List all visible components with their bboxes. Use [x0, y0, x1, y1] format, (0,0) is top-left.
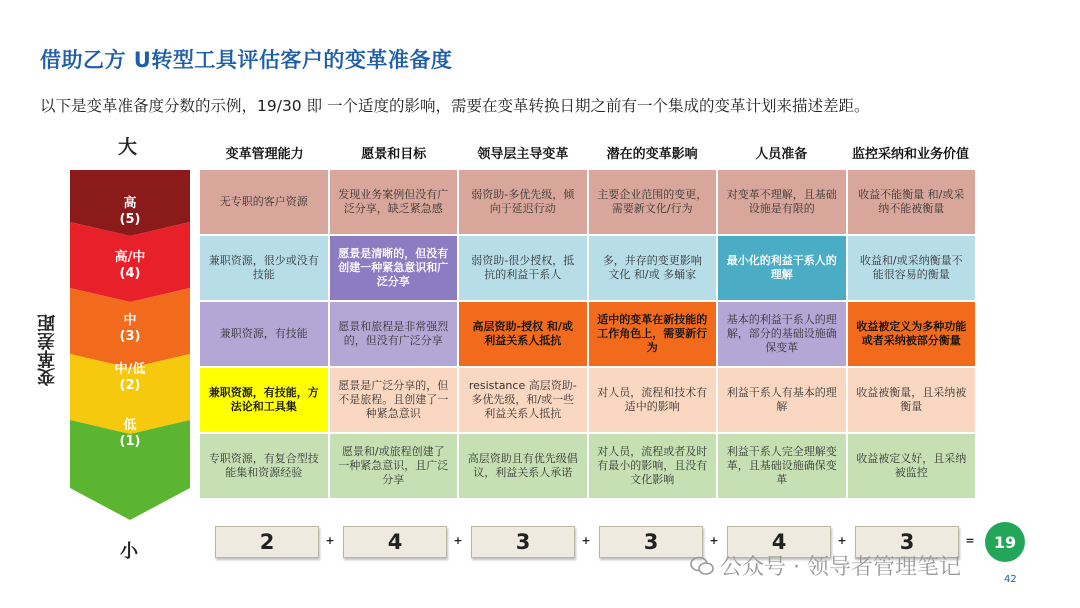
matrix-cell: 收益被定义好，且采纳被监控	[848, 434, 976, 498]
level-label	[70, 418, 190, 450]
score-box: 3	[855, 526, 959, 558]
level-score: (5)	[119, 212, 141, 227]
plus-sign: +	[453, 534, 463, 547]
matrix-cell: 对人员，流程和技术有适中的影响	[589, 368, 717, 432]
column-header: 领导层主导变革	[477, 147, 569, 162]
matrix-row	[200, 302, 975, 366]
matrix-cell: 对人员，流程或者及时有最小的影响，且没有文化影响	[589, 434, 717, 498]
matrix-cell: 利益干系人完全理解变革，且基础设施确保变革	[718, 434, 846, 498]
matrix-cell: 愿景是广泛分享的，但不是旅程。且创建了一种紧急意识	[330, 368, 458, 432]
matrix-cell: 最小化的利益干系人的理解	[718, 236, 846, 300]
column-header: 愿景和目标	[361, 147, 427, 162]
matrix-cell: 适中的变革在新技能的工作角色上，需要新行为	[589, 302, 717, 366]
matrix-cell: 愿景和旅程是非常强烈的，但没有广泛分享	[330, 302, 458, 366]
plus-sign: +	[709, 534, 719, 547]
axis-top-label: 大	[118, 136, 138, 158]
level-name: 低	[123, 418, 137, 433]
level-name: 中	[123, 313, 137, 328]
matrix-cell: 专职资源，有复合型技能集和资源经验	[200, 434, 328, 498]
level-label	[70, 196, 190, 228]
column-header: 监控采纳和业务价值	[851, 147, 969, 162]
level-score: (3)	[119, 329, 141, 344]
page-subtitle: 以下是变革准备度分数的示例，19/30 即 一个适度的影响，需要在变革转换日期之前有一个集成的变革计划来描述差距。	[40, 97, 870, 115]
readiness-matrix	[200, 170, 975, 500]
column-header: 人员准备	[755, 147, 808, 162]
plus-sign: +	[325, 534, 335, 547]
axis-bottom-label: 小	[120, 541, 138, 562]
level-score: (4)	[119, 266, 141, 281]
total-score-badge: 19	[985, 522, 1025, 562]
matrix-cell: 愿景是清晰的，但没有创建一种紧急意识和广泛分享	[330, 236, 458, 300]
level-name: 高	[123, 196, 137, 211]
level-label	[70, 250, 190, 282]
level-score: (1)	[119, 434, 141, 449]
matrix-row	[200, 368, 975, 432]
matrix-cell: resistance 高层资助-多优先级，和/或一些利益关系人抵抗	[459, 368, 587, 432]
column-header: 潜在的变革影响	[606, 147, 698, 162]
matrix-cell: 多，并存的变更影响 文化 和/或 多蛹家	[589, 236, 717, 300]
matrix-cell: 收益和/或采纳衡量不能很容易的衡量	[848, 236, 976, 300]
matrix-cell: 利益干系人有基本的理解	[718, 368, 846, 432]
watermark-text: 公众号 · 领导者管理笔记	[720, 555, 961, 580]
matrix-cell: 弱资助-很少授权，抵抗的利益干系人	[459, 236, 587, 300]
level-label	[70, 362, 190, 394]
matrix-row	[200, 170, 975, 234]
matrix-cell: 收益不能衡量 和/或采纳不能被衡量	[848, 170, 976, 234]
matrix-cell: 愿景和/或旅程创建了一种紧急意识，且广泛分享	[330, 434, 458, 498]
matrix-cell: 兼职资源，有技能	[200, 302, 328, 366]
matrix-cell: 高层资助-授权 和/或 利益关系人抵抗	[459, 302, 587, 366]
score-box: 4	[727, 526, 831, 558]
plus-sign: +	[837, 534, 847, 547]
level-label	[70, 313, 190, 345]
matrix-cell: 收益被衡量，且采纳被衡量	[848, 368, 976, 432]
score-box: 4	[343, 526, 447, 558]
matrix-row	[200, 236, 975, 300]
axis-side-label: 变革差距	[37, 314, 58, 386]
matrix-cell: 无专职的客户资源	[200, 170, 328, 234]
column-header: 变革管理能力	[225, 147, 304, 162]
watermark	[690, 550, 961, 581]
matrix-cell: 收益被定义为多种功能或者采纳被部分衡量	[848, 302, 976, 366]
matrix-cell: 基本的利益干系人的理解，部分的基础设施确保变革	[718, 302, 846, 366]
score-box: 3	[599, 526, 703, 558]
matrix-cell: 对变革不理解，且基础设施是有限的	[718, 170, 846, 234]
score-box: 2	[215, 526, 319, 558]
matrix-cell: 高层资助且有优先级倡议，利益关系人承诺	[459, 434, 587, 498]
level-score: (2)	[119, 378, 141, 393]
level-name: 高/中	[114, 250, 146, 265]
page-title: 借助乙方 U转型工具评估客户的变革准备度	[40, 48, 453, 72]
equals-sign: =	[965, 534, 975, 547]
matrix-cell: 主要企业范围的变更，需要新文化/行为	[589, 170, 717, 234]
matrix-cell: 兼职资源，有技能，方法论和工具集	[200, 368, 328, 432]
score-box: 3	[471, 526, 575, 558]
matrix-cell: 弱资助-多优先级，倾向于延迟行动	[459, 170, 587, 234]
wechat-icon	[690, 556, 714, 576]
level-name: 中/低	[114, 362, 146, 377]
plus-sign: +	[581, 534, 591, 547]
matrix-cell: 兼职资源，很少或没有技能	[200, 236, 328, 300]
page-number: 42	[1004, 574, 1017, 585]
matrix-cell: 发现业务案例但没有广泛分享，缺乏紧急感	[330, 170, 458, 234]
column-headers	[200, 143, 975, 162]
matrix-row	[200, 434, 975, 498]
